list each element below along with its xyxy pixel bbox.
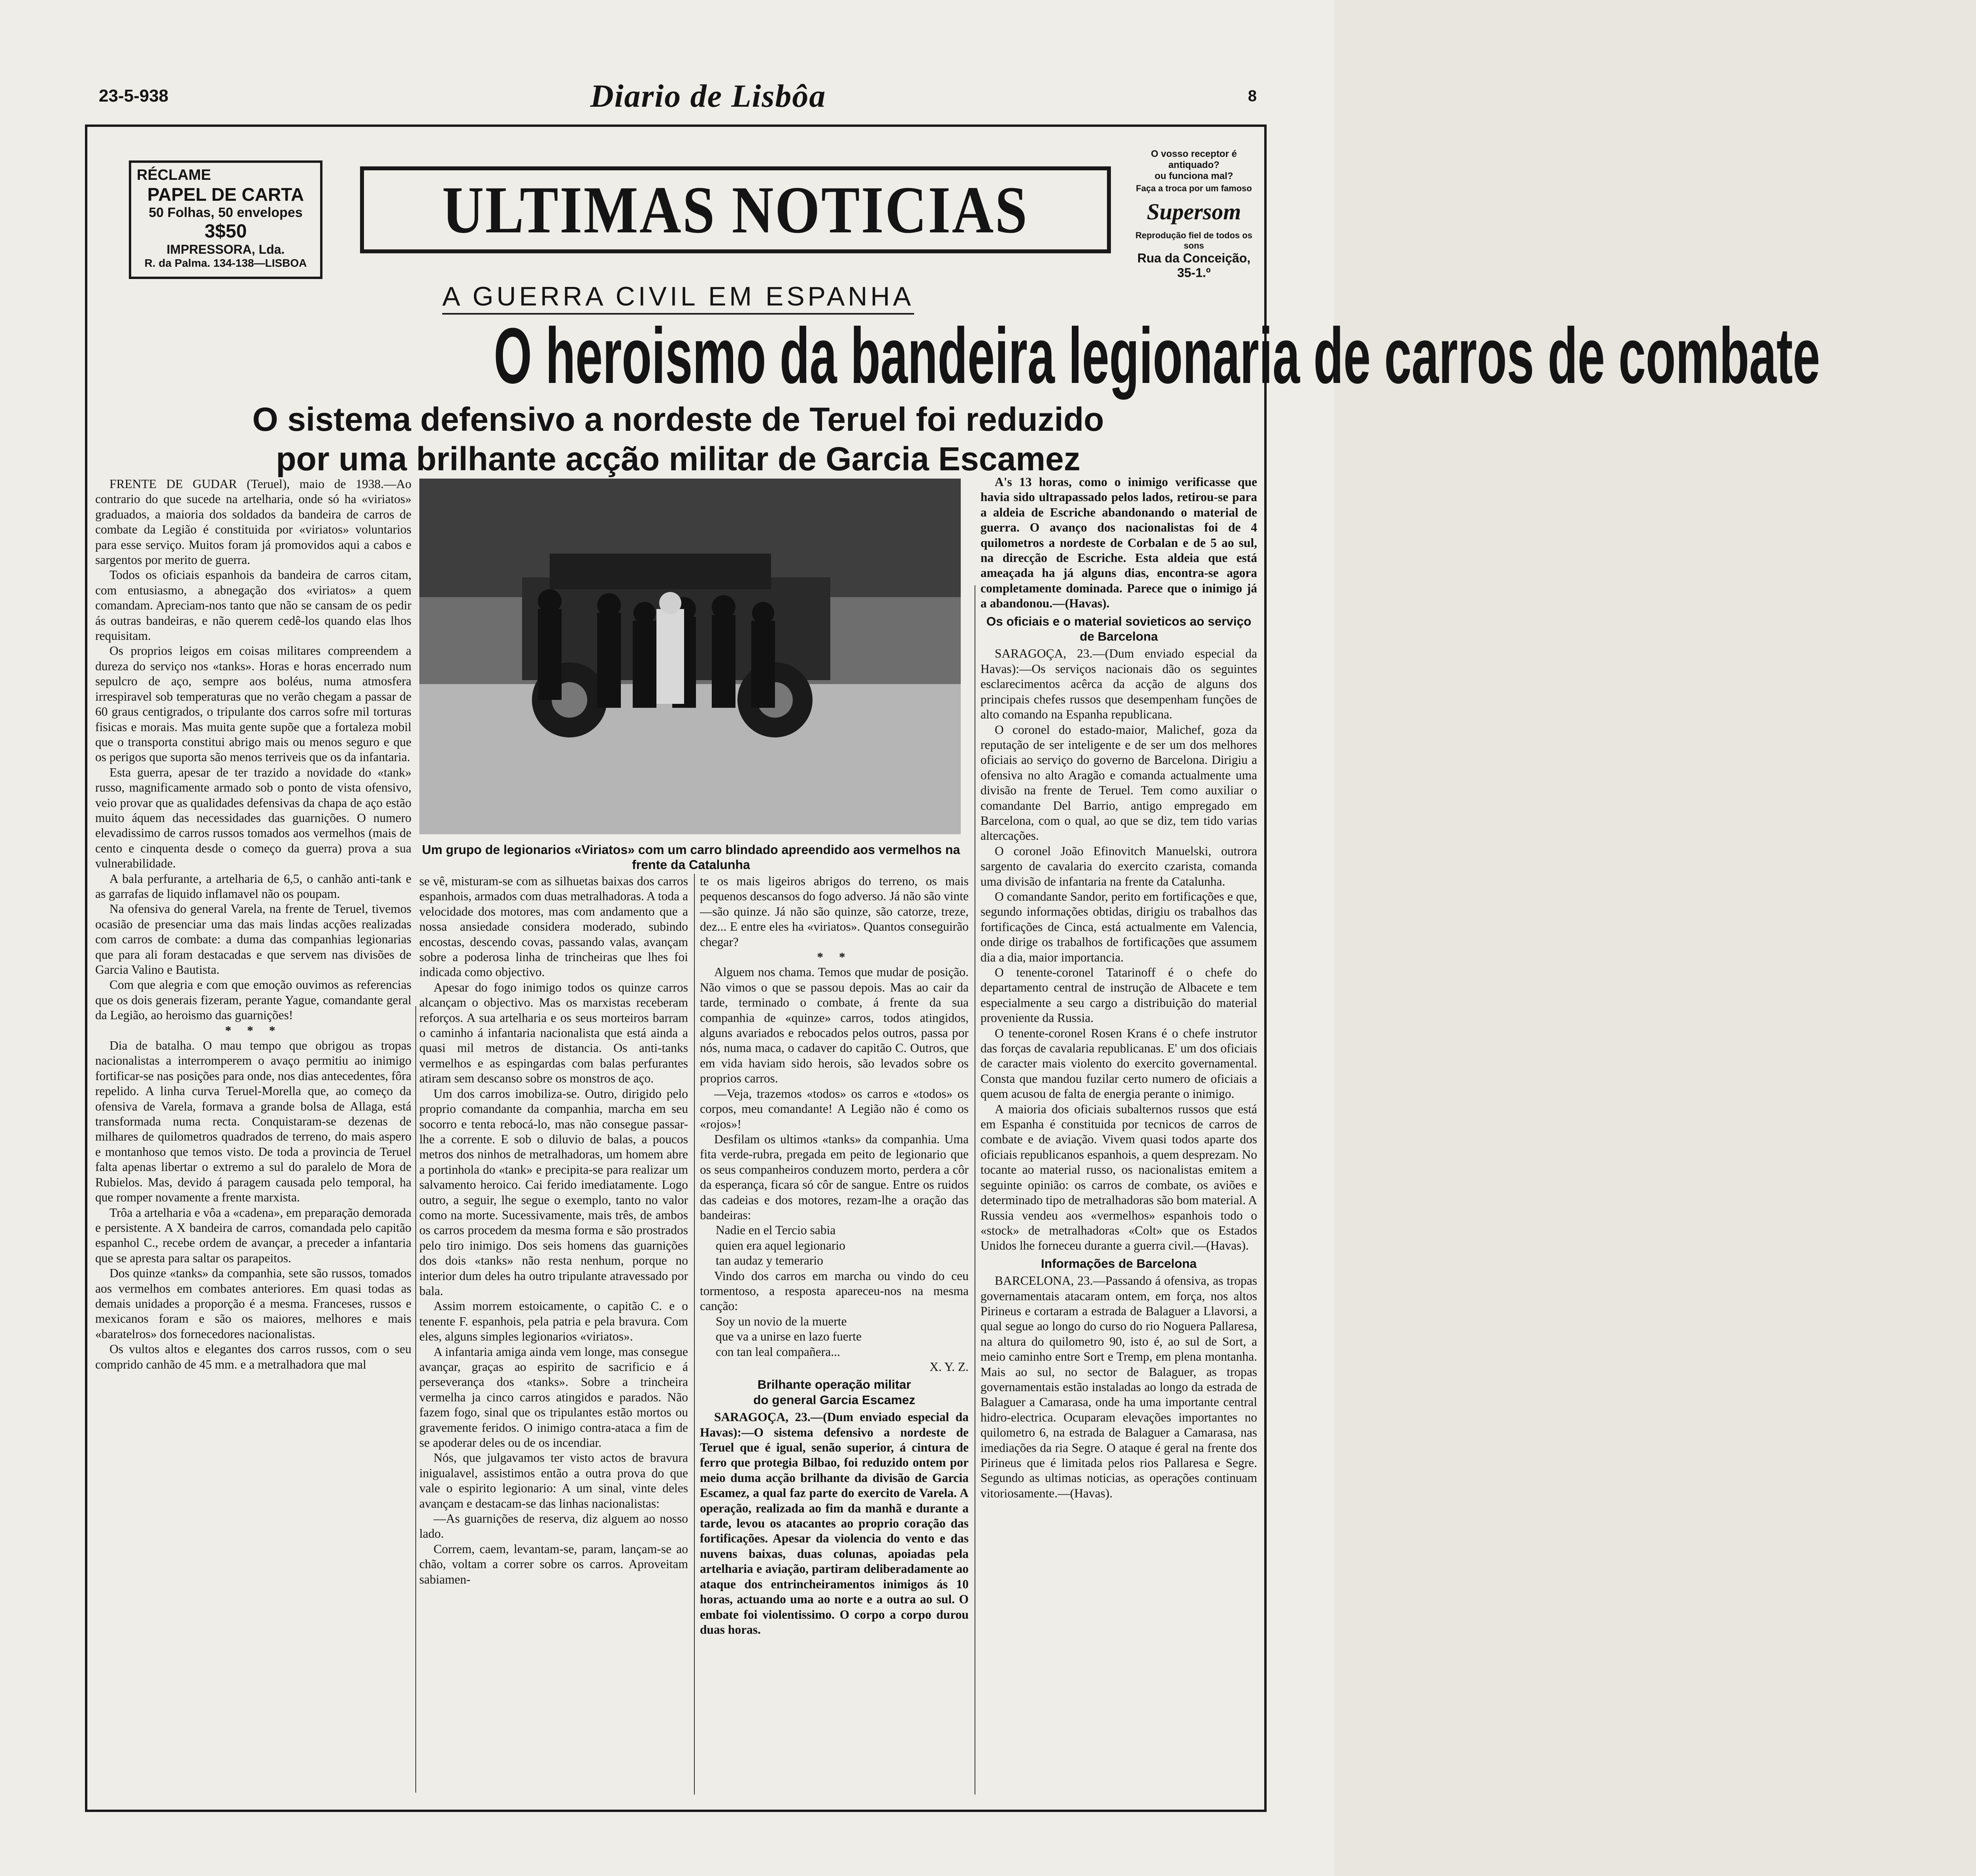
col1-paragraph: Trôa a artelharia e vôa a «cadena», em preparação demorada e persistente. A X bandeira de carros, comandada pelo capitão espanhol C., recebe ordem de avançar, a preceder a infantaria que se apresta para saltar os parapeitos. — [95, 1205, 411, 1265]
col2-paragraph: Correm, caem, levantam-se, param, lançam-se ao chão, voltam a correr sobre os carros. Aproveitam sabiamen- — [419, 1542, 688, 1586]
column-rule — [694, 874, 695, 1795]
subheading: Informações de Barcelona — [1041, 1256, 1197, 1271]
banner-title: ULTIMAS NOTICIAS — [442, 172, 1029, 247]
ad-product: PAPEL DE CARTA — [147, 184, 304, 205]
col4-paragraph: O tenente-coronel Tatarinoff é o chefe do departamento central de instrução de Albacete e tem especialmente a seu cargo a distribuição do material proveniente da Russia. — [980, 965, 1257, 1025]
col1-paragraph: Todos os oficiais espanhois da bandeira de carros citam, com entusiasmo, a abnegação dos «viriatos» a quem comandam. Apreciam-nos tanto que não se cansam de os pedir ás outras bandeiras, e não querem cedê-los quando elas lhos requisitam. — [95, 568, 411, 643]
legionaries-photo — [419, 479, 961, 834]
section-title: A GUERRA CIVIL EM ESPANHA — [87, 281, 1269, 312]
col1-paragraph: Dos quinze «tanks» da companhia, sete são russos, tomados aos vermelhos em combates anteriores. Em quasi todas as demais unidades a proporção é a mesma. Franceses, russos e mexicanos foram e são os maiores, melhores e mais «baratelros» dos fornecedores nacionalistas. — [95, 1266, 411, 1341]
col4-paragraph: A's 13 horas, como o inimigo verificasse que havia sido ultrapassado pelos lados, retirou-se para a aldeia de Escriche abandonando o material de guerra. O avanço dos nacionalistas foi de 4 quilometros a nordeste de Corbalan e de 5 ao sul, na direcção de Escriche. Esta aldeia que está ameaçada ha já alguns dias, encontra-se agora completamente dominada. Parece que o inimigo já a abandonou.—(Havas). — [980, 475, 1257, 611]
col1-paragraph: Com que alegria e com que emoção ouvimos as referencias que os dois generais fizeram, perante Yague, comandante geral da Legião, ao heroismo das guarnições! — [95, 978, 411, 1022]
verse-line: quien era aquel legionario — [716, 1238, 845, 1252]
ad-address: R. da Palma. 134-138—LISBOA — [144, 257, 307, 269]
subhead-line-2: por uma brilhante acção militar de Garcia Escamez — [276, 440, 1080, 477]
col4-paragraph: BARCELONA, 23.—Passando á ofensiva, as tropas governamentais atacaram ontem, em força, nos altos Pirineus e cortaram a estrada de Balaguer a Llavorsi, a qual segue ao longo do curso do rio Noguera Pallaresa, na altura do quilometro 90, isto é, ao sul de Sort, a meio caminho entre Sort e Tremp, em plena montanha. Mais ao sul, no sector de Balaguer, as tropas governamentais estão instaladas ao longo da estrada de Balaguer a Camarasa, onde ha uma importante central hidro-electrica. Ocuparam elevações importantes no quilometro 6, na estrada de Balaguer a Camarasa, nas imediações da ria Segre. O ataque é geral na frente dos Pirineus que é limitada pelos rios Pallaresa e Segre. Segundo as ultimas noticias, as operações continuam vitoriosamente.—(Havas). — [980, 1274, 1257, 1500]
ad-label: RÉCLAME — [137, 167, 211, 183]
subheading: Os oficiais e o material sovieticos ao serviço de Barcelona — [986, 614, 1252, 644]
col1-paragraph: Os vultos altos e elegantes dos carros russos, com o seu comprido canhão de 45 mm. e a metralhadora que mal — [95, 1342, 411, 1371]
page-top-line — [99, 77, 1257, 115]
col1-paragraph: Os proprios leigos em coisas militares compreendem a dureza do serviço nos «tanks». Horas e horas encerrado num sepulcro de aço, sempre aos boléus, numa atmosfera irrespiravel sob temperaturas que no verão chegam a passar de 60 graus centigrados, o tripulante dos carros sofre mil torturas fisicas e morais. Mas muita gente supõe que a fortaleza mobil que o transporta constitui abrigo mais ou menos seguro e que os perigos que suporta são menos terriveis que os da infantaria. — [95, 644, 411, 764]
col3-paragraph: Desfilam os ultimos «tanks» da companhia. Uma fita verde-rubra, pregada em peito de legionario que os seus companheiros conduzem morto, perdera a côr da esperança, ficara só côr de sangue. Entre os ruidos das cadeias e dos motores, rezam-lhe a oração das bandeiras: — [700, 1132, 969, 1222]
headline: O heroismo da bandeira legionaria de carros de combate — [494, 312, 1820, 400]
radio-advertisement — [1127, 149, 1261, 283]
ad-company: IMPRESSORA, Lda. — [166, 242, 285, 256]
col2-paragraph: Um dos carros imobiliza-se. Outro, dirigido pelo proprio comandante da companhia, marcha em seu socorro e tenta rebocá-lo, mas não consegue passar-lhe a corrente. E sob o diluvio de balas, a poucos metros dos ninhos de metralhadoras, um homem abre a portinhola do «tank» e precipita-se para realizar um salvamento heroico. Cai ferido imediatamente. Logo outro, a seguir, lhe segue o exemplo, tanto no valor como na morte. Sucessivamente, mais três, de ambos os carros procedem da mesma forma e são prostrados pelo tiro inimigo. Dos seis homens das guarnições dos dois «tanks» não resta nenhum, porque no interior dum deles ha outro tripulante atravessado por bala. — [419, 1086, 688, 1298]
radio-ad-line-5: Reprodução fiel de todos os sons — [1135, 230, 1252, 251]
verse-line: Soy un novio de la muerte — [716, 1314, 847, 1328]
page-number: 8 — [1248, 87, 1257, 105]
photo-caption: Um grupo de legionarios «Viriatos» com um carro blindado apreendido aos vermelhos na frente da Catalunha — [422, 843, 960, 872]
col4-paragraph: O tenente-coronel Rosen Krans é o chefe instrutor das forças de cavalaria republicanas. E' um dos oficiais de caracter mais violento do exercito governamental. Consta que mandou fuzilar certo numero de oficiais a quem acusou de falta de energia perante o inimigo. — [980, 1026, 1257, 1101]
radio-ad-address: Rua da Conceição, 35-1.º — [1137, 251, 1251, 280]
col1-paragraph: Na ofensiva do general Varela, na frente de Teruel, tivemos ocasião de presenciar uma das mais lindas acções realizadas com carros de combate: a duma das companhias legionarias que para ali foram destacadas e que servem nas divisões de Garcia Valino e Bautista. — [95, 902, 411, 977]
radio-ad-line-2: ou funciona mal? — [1154, 171, 1233, 181]
column-2 — [419, 874, 688, 1587]
col4-paragraph: SARAGOÇA, 23.—(Dum enviado especial da Havas):—Os serviços nacionais dão os seguintes esclarecimentos acêrca da acção de alguns dos principais chefes russos que desempenham funções de alto comando na Espanha republicana. — [980, 647, 1257, 722]
verse-line: que va a unirse en lazo fuerte — [716, 1329, 862, 1344]
photo-illustration — [419, 479, 961, 834]
column-rule — [415, 1006, 416, 1793]
verse-line: tan audaz y temerario — [716, 1254, 823, 1268]
col4-paragraph: O comandante Sandor, perito em fortificações e que, segundo informações obtidas, dirigiu os trabalhos das fortificações de Cinca, está actualmente em Valencia, onde dirige os trabalhos de fortificações que assumem dia a dia, maior importancia. — [980, 889, 1257, 964]
column-1 — [95, 477, 411, 1372]
col2-paragraph: Apesar do fogo inimigo todos os quinze carros alcançam o objectivo. Mas os marxistas receberam reforços. A sua artelharia e os seus morteiros barram o caminho á infantaria nacionalista que está ainda a quasi mil metros de distancia. Os anti-tanks vermelhos e as espingardas com balas perfurantes atiram sem descanso sobre os monstros de aço. — [419, 980, 688, 1086]
col4-paragraph: O coronel João Efinovitch Manuelski, outrora sargento de cavalaria do exercito czarista, comanda uma divisão de infantaria na frente da Catalunha. — [980, 844, 1257, 888]
author-signature: X. Y. Z. — [930, 1360, 969, 1374]
col4-paragraph: O coronel do estado-maior, Malichef, goza da reputação de ser inteligente e de ser um dos melhores oficiais ao serviço do governo de Barcelona. Dirigiu a ofensiva no alto Aragão e comanda actualmente uma divisão na frente de Teruel. Tem como auxiliar o comandante Del Barrio, antigo empregado em Barcelona, com o qual, ao que se diz, tem tido varias altercações. — [980, 722, 1257, 843]
col2-paragraph: A infantaria amiga ainda vem longe, mas consegue avançar, graças ao espirito de sacrificio e á perseverança dos «tanks». Sobre a trincheira vermelha ja cinco carros atingidos e parados. Não fazem fogo, sinal que os tripulantes estão mortos ou gravemente feridos. O inimigo contra-ataca a fim de se apoderar deles ou de os incendiar. — [419, 1344, 688, 1450]
col1-paragraph: A bala perfurante, a artelharia de 6,5, o canhão anti-tank e as garrafas de liquido inflamavel não os poupam. — [95, 871, 411, 901]
subhead-line-1: O sistema defensivo a nordeste de Teruel foi reduzido — [252, 401, 1104, 438]
ad-quantity: 50 Folhas, 50 envelopes — [149, 205, 303, 220]
subheading: Brilhante operação militar do general Garcia Escamez — [753, 1377, 915, 1407]
ad-price: 3$50 — [204, 221, 247, 242]
col2-paragraph: —As guarnições de reserva, diz alguem ao nosso lado. — [419, 1512, 688, 1541]
col3-paragraph: SARAGOÇA, 23.—(Dum enviado especial da Havas):—O sistema defensivo a nordeste de Teruel que é igual, senão superior, á cintura de ferro que protegia Bilbao, foi reduzido ontem por meio duma acção brilhante da divisão de Garcia Escamez, a qual faz parte do exercito de Varela. A operação, realizada ao fim da manhã e durante a tarde, levou os atacantes ao proprio coração das fortificações. Apesar da violencia do vento e das nuvens baixas, duas colunas, apoiadas pela artelharia e aviação, partiram deliberadamente ao ataque dos entrincheiramentos inimigos ás 10 horas, actuando uma ao norte e a outra ao sul. O embate foi violentissimo. O corpo a corpo durou duas horas. — [700, 1410, 969, 1637]
col1-paragraph: FRENTE DE GUDAR (Teruel), maio de 1938.—Ao contrario do que sucede na artelharia, onde só ha «viriatos» graduados, a maioria dos soldados da bandeira de carros de combate da Legião é constituida por «viriatos» voluntarios para esse serviço. Muitos foram já promovidos aqui a cabos e sargentos por merito de guerra. — [95, 477, 411, 567]
subheadline — [87, 400, 1269, 479]
paper-advertisement — [129, 160, 322, 279]
col4-paragraph: A maioria dos oficiais subalternos russos que está em Espanha é constituida por tecnicos de carros de combate e de aviação. Vivem quasi todos aparte dos oficiais republicanos espanhois, a quem desprezam. No tocante ao material russo, os nacionalistas emitem a seguinte opinião: os carros de combate, os aviões e determinado tipo de metralhadoras são bom material. A Russia vendeu aos «vermelhos» espanhois todo o «stock» de metralhadoras «Colt» que os Estados Unidos lhe forneceu durante a guerra civil.—(Havas). — [980, 1102, 1257, 1253]
section-banner — [360, 166, 1111, 253]
col2-paragraph: Nós, que julgavamos ter visto actos de bravura inigualavel, assistimos então a outra prova do que vale o espirito legionario: A um sinal, vinte deles avançam e destacam-se das linhas nacionalistas: — [419, 1451, 688, 1510]
col3-paragraph: te os mais ligeiros abrigos do terreno, os mais pequenos descansos do fogo adverso. Já não são vinte—são quinze. Já não são quinze, são catorze, treze, dez... E entre eles ha «viriatos». Quantos conseguirão chegar? — [700, 874, 969, 949]
radio-ad-line-1: O vosso receptor é antiquado? — [1151, 149, 1237, 170]
section-separator: * * * — [225, 1023, 282, 1037]
col3-paragraph: —Veja, trazemos «todos» os carros e «todos» os corpos, meu comandante! A Legião não é como os «rojos»! — [700, 1086, 969, 1131]
radio-ad-line-3: Faça a troca por um famoso — [1136, 183, 1252, 193]
column-4 — [980, 475, 1257, 1501]
section-separator: * * — [817, 950, 852, 964]
verse-line: con tan leal compañera... — [716, 1344, 840, 1359]
col1-paragraph: Dia de batalha. O mau tempo que obrigou as tropas nacionalistas a interromperem o avaço permitiu ao inimigo fortificar-se nas posições para onde, nos dias antecedentes, fôra repelido. A linha curva Teruel-Morella que, ao começo da ofensiva de Varela, formava a grande bolsa de Allaga, está transformada numa recta. Conquistaram-se dezenas de milhares de quilometros quadrados de terreno, do mais aspero e montanhoso que temos visto. De toda a provincia de Teruel falta apenas libertar o extremo a sul do paralelo de Mora de Rubielos. Mas, devido á paragem causada pelo temporal, ha que romper novamente a frente marxista. — [95, 1039, 411, 1205]
masthead: Diario de Lisbôa — [590, 78, 826, 114]
issue-date: 23-5-938 — [99, 86, 169, 106]
verse-line: Nadie en el Tercio sabia — [716, 1223, 836, 1237]
col3-paragraph: Vindo dos carros em marcha ou vindo do ceu tormentoso, a resposta apareceu-nos na mesma canção: — [700, 1269, 969, 1313]
col2-paragraph: Assim morrem estoicamente, o capitão C. e o tenente F. espanhois, pela patria e pela bravura. Com eles, alguns simples legionarios «viriatos». — [419, 1299, 688, 1344]
col3-paragraph: Alguem nos chama. Temos que mudar de posição. Não vimos o que se passou depois. Mas ao cair da tarde, terminado o combate, á frente da sua companhia de «quinze» carros, todos atingidos, alguns avariados e rebocados pelos outros, passa por nós, numa maca, o cadaver do capitão C. Outros, que em vida haviam sido herois, são levados sobre os proprios carros. — [700, 965, 969, 1086]
col1-paragraph: Esta guerra, apesar de ter trazido a novidade do «tank» russo, magnificamente armado sob o ponto de vista ofensivo, veio provar que as qualidades defensivas da chapa de aço estão muito áquem das necessidades das guarnições. O numero elevadissimo de carros russos tomados aos vermelhos (mais de cento e cinquenta desde o começo da guerra) prova a sua vulnerabilidade. — [95, 765, 411, 871]
col2-paragraph: se vê, misturam-se com as silhuetas baixas dos carros espanhois, armados com duas metralhadoras. A toda a velocidade dos motores, mas com andamento que a nossa ansiedade considera moderado, subindo encostas, descendo covas, passando valas, avançam sobre a poderosa linha de trincheiras que lhes foi indicada como objectivo. — [419, 874, 688, 979]
page-frame — [85, 124, 1820, 1812]
radio-ad-brand: Supersom — [1146, 199, 1241, 224]
column-3 — [700, 874, 969, 1637]
